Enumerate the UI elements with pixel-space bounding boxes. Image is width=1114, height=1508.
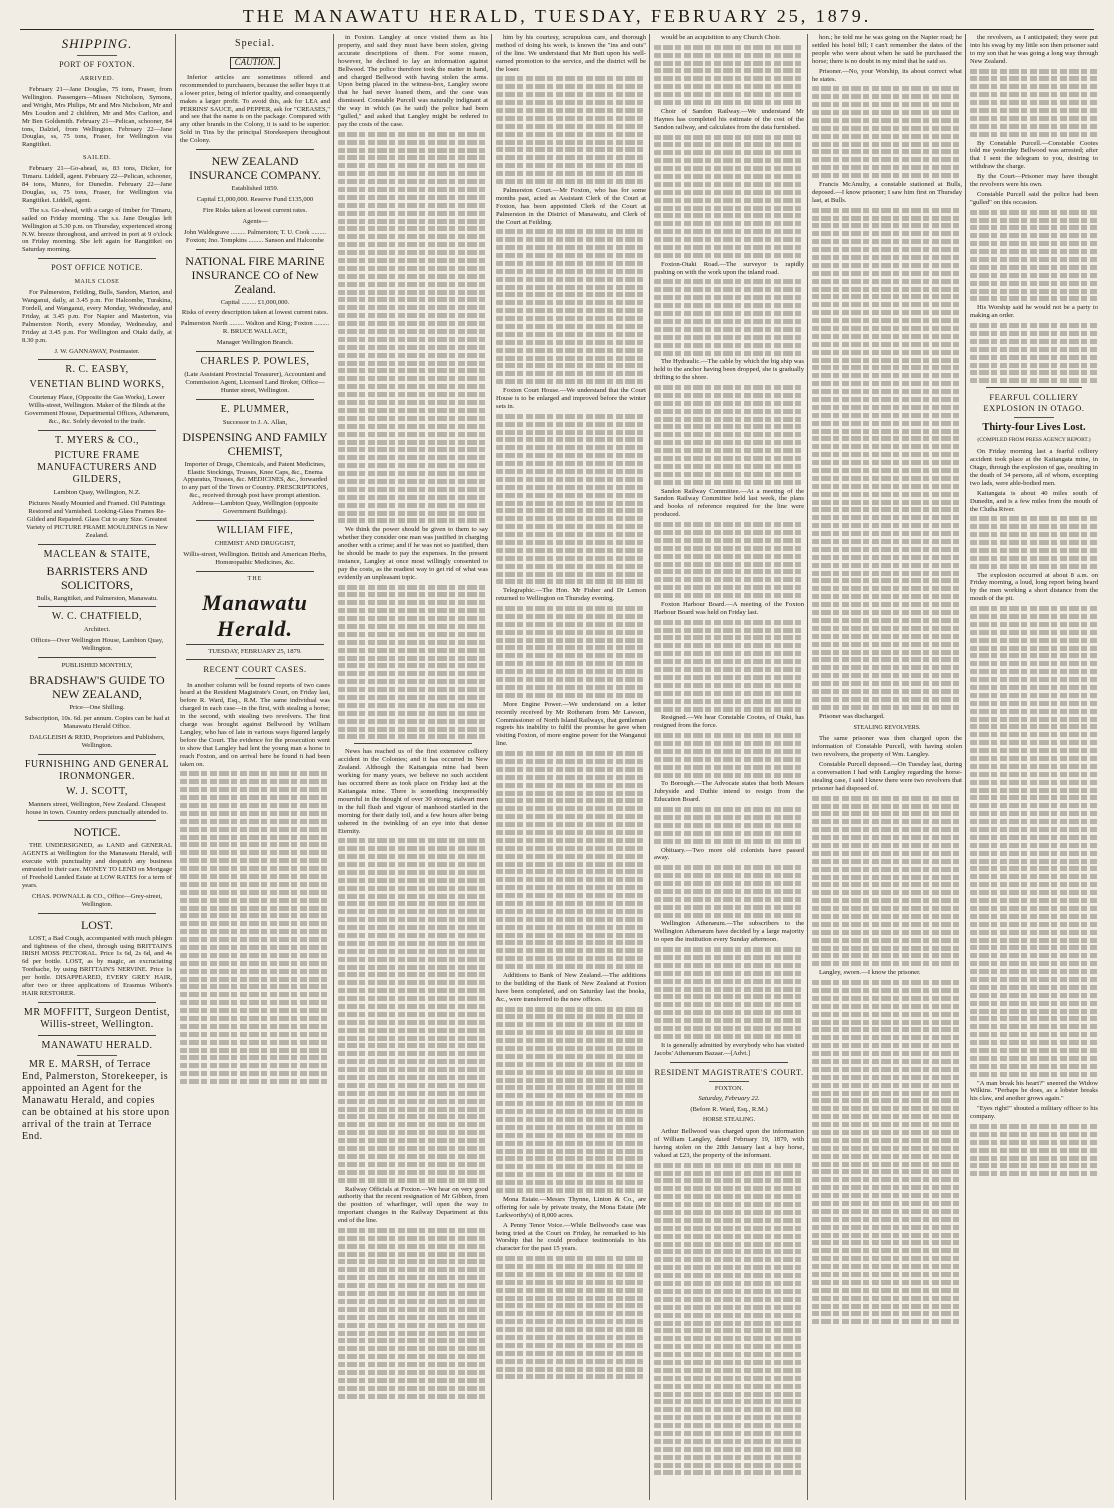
testimony-continued: hon.; he told me he was going on the Napier road; he settled his hotel bill; I can't remember the dates of the people who were about when he said he purchased the horse; there is no doubt in my mind that he said so. bbox=[812, 34, 962, 65]
constable-cootes: By Constable Purcell.—Constable Cootes told me yesterday Bellwood was arrested; after that I sent the telegram to you, desiring to withdraw the charge. bbox=[970, 139, 1098, 171]
more-engine-power: More Engine Power.—We understand on a letter recently received by Mr Rotheram from Mr Lawson, Commissioner of North Island Railways, that gentleman regrets his inability to fulfil the promise he gave when visiting Foxton, of more engine power for the Wanganui line. bbox=[496, 700, 646, 748]
maclean-text: Bulls, Rangitikei, and Palmerston, Manawatu. bbox=[36, 594, 158, 602]
purcell-deposition: Constable Purcell deposed.—On Tuesday last, during a conversation I had with Langley regarding the horse-stealing case, I said I knew there were two revolvers that prisoner had disposed of. bbox=[812, 761, 962, 792]
hydraulic: The Hydraulic.—The cable by which the big ship was held to the anchor having been dropped, she is gradually drifting to the shore. bbox=[654, 358, 804, 382]
rm-court-heading: RESIDENT MAGISTRATE'S COURT. bbox=[654, 1066, 804, 1077]
revolvers-charge: The same prisoner was then charged upon the information of Constable Purcell, with having stolen two revolvers, the property of Wm. Langley. bbox=[812, 735, 962, 759]
fife-name: WILLIAM FIFE, bbox=[216, 525, 294, 536]
fowles-name: CHARLES P. POWLES, bbox=[200, 356, 310, 368]
herald-heading: MANAWATU HERALD. bbox=[41, 1039, 153, 1051]
rm-court-before: (Before R. Ward, Esq., R.M.) bbox=[690, 1106, 768, 1114]
nfmi-agents: Palmerston North ......... Walton and King; Foxton ......... R. BRUCE WALLACE, bbox=[180, 320, 330, 336]
recent-court-text: In another column will be found reports of two cases heard at the Resident Magistrate's Court, on Friday last, before R. Ward, Esq., R.M. The same individual was charged in each case—in the first, with stealing a horse; in the second, with stealing two revolvers. The first charge was brought against Bellwood by William Langley, who has of late in various ways figured largely before the Court. The evidence for the prosecution went to show that Langley had lent the young man a horse to reach Foxton, and on arrival here he found it had been taken on. bbox=[180, 681, 330, 768]
nzic-capital: Capital £1,000,000. Reserve Fund £135,000 bbox=[196, 195, 314, 203]
column-2 bbox=[180, 34, 330, 1500]
explosion-report: On Friday morning last a fearful colliery accident took place at the Kaitangata mine, in Otago, through the explosion of gas, resulting in the death of 34 persons, all of whom, excepting two lads, were able-bodied men. bbox=[970, 448, 1098, 487]
nzic-title: NEW ZEALAND INSURANCE COMPANY. bbox=[188, 154, 322, 183]
horse-stealing-label: HORSE STEALING. bbox=[703, 1117, 755, 1124]
post-office-text: For Palmerston, Feilding, Bulls, Sandon, Marton, and Wanganui, daily, at 3.45 p.m. For Halcombe, Turakina, Fordell, and Wanganui, every Monday, Wednesday, and Friday, at 3.45 p.m. For Napier and Masterton, via Palmerston North, every Monday, Wednesday, and Friday at 3.45 p.m. For Wellington and Otaki daily, at 8.30 p.m. bbox=[22, 289, 172, 344]
lives-lost-heading: Thirty-four Lives Lost. bbox=[982, 422, 1086, 434]
sailed-label: SAILED. bbox=[82, 154, 112, 162]
bradshaw-price: Price—One Shilling. bbox=[69, 704, 125, 712]
column-3 bbox=[338, 34, 488, 1500]
stealing-revolvers-label: STEALING REVOLVERS. bbox=[853, 724, 921, 731]
column-divider bbox=[807, 34, 808, 1500]
colliery-explosion-heading: FEARFUL COLLIERY EXPLOSION IN OTAGO. bbox=[983, 392, 1085, 414]
paper-date: TUESDAY, FEBRUARY 25, 1879. bbox=[208, 647, 302, 655]
plummer-sub: Successor to J. A. Allan, bbox=[222, 418, 288, 426]
resigned: Resigned.—We hear Constable Cootes, of Otaki, has resigned from the force. bbox=[654, 714, 804, 730]
nfmi-title: NATIONAL FIRE MARINE INSURANCE CO of New Zealand. bbox=[185, 253, 325, 296]
palmerston-court: Palmerston Court.—Mr Foxton, who has for some months past, acted as Assistant Clerk of the Court at Foxton, has been appointed Clerk of the Court at Palmerston in the District of Manawatu, and Clerk of the Court at Feilding. bbox=[496, 186, 646, 226]
kaitangata-location: Kaitangata is about 40 miles south of Dunedin, and is a few miles from the mouth of the Clutha River. bbox=[970, 489, 1098, 513]
marsh-text: MR E. MARSH, of Terrace End, Palmerston, Storekeeper, is appointed an Agent for the Manawatu Herald, and copies can be obtained at his store upon arrival of the train at Terrace End. bbox=[22, 1058, 170, 1142]
plummer-name: E. PLUMMER, bbox=[220, 403, 290, 415]
bradshaw-text: Subscription, 10s. 6d. per annum. Copies can be had at Manawatu Herald Office. bbox=[24, 714, 170, 730]
colliery-news: News has reached us of the first extensive colliery accident in the Colonies; and it has occurred in New Zealand. Although the Kaitangata mine had been working for many years, we believe no such accident has occurred there as took place on Friday last at the Kaitangata mine. There is something inexpressibly mournful in the thought of over 30 strong, stalwart men in the full flush and vigour of manhood startled in the morning for their daily toil, and a few hours after being ushered in the twinkling of an eye into that dense Eternity. bbox=[338, 748, 488, 835]
maclean-name: MACLEAN & STAITE, bbox=[43, 548, 151, 560]
obituary: Obituary.—Two more old colonists have passed away. bbox=[654, 846, 804, 862]
nzic-established: Established 1859. bbox=[231, 185, 279, 193]
column-divider bbox=[649, 34, 650, 1500]
prisoner-discharged: Prisoner was discharged. bbox=[819, 712, 885, 720]
lost-heading: LOST. bbox=[80, 917, 114, 932]
shipping-heading: SHIPPING. bbox=[61, 36, 133, 51]
nfmi-text: Risks of every description taken at lowest current rates. bbox=[181, 309, 329, 317]
nzic-agents-label: Agents— bbox=[242, 217, 268, 225]
myers-name: T. MYERS & CO., bbox=[55, 435, 139, 447]
chatfield-text: Offices—Over Wellington House, Lambton Quay, Wellington. bbox=[30, 637, 164, 653]
caution-badge: CAUTION. bbox=[230, 57, 281, 69]
chatfield-title: Architect. bbox=[83, 626, 111, 634]
nzic-agents: John Waldegrave ......... Palmerston; T. U. Cook ......... Foxton; Jno. Tompkins ......... Sanson and Halcombe bbox=[183, 228, 327, 244]
masthead: THE MANAWATU HERALD, TUESDAY, FEBRUARY 25, 1879. bbox=[242, 6, 872, 26]
plummer-text: Importer of Drugs, Chemicals, and Patent Medicines, Elastic Stockings, Trusses, Knee Caps, &c., Enema Apparatus, Trusses, &c. MEDICINES, &c., forwarded to any part of the Town or Country. PRESCRIPTIONS, &c., received through post have prompt attention. Address—Lambton Quay, Wellington (opposite Government Buildings). bbox=[181, 460, 329, 516]
compiled-note: (COMPILED FROM PRESS AGENCY REPORT.) bbox=[977, 437, 1091, 444]
nfmi-capital: Capital ......... £1,000,000. bbox=[220, 298, 290, 306]
postmaster: J. W. GANNAWAY, Postmaster. bbox=[54, 347, 140, 355]
recent-court-continuation bbox=[180, 771, 330, 1084]
column-divider bbox=[965, 34, 966, 1500]
court-cases-conclusion: We think the power should be given to them to say whether they consider one man was justified in charging another with a crime; and if he was not so justified, then he should be made to pay the expenses. In the present instance, Langley at once most willingly consented to pay the costs, as the readiest way to get rid of what was evidently an unpleasant topic. bbox=[338, 526, 488, 581]
rm-court-date: Saturday, February 22. bbox=[698, 1095, 760, 1103]
bradshaw-title: BRADSHAW'S GUIDE TO NEW ZEALAND, bbox=[29, 673, 165, 702]
plummer-business: DISPENSING AND FAMILY CHEMIST, bbox=[182, 429, 328, 458]
fife-text: Willis-street, Wellington. British and American Herbs, Homœopathic Medicines, &c. bbox=[183, 550, 327, 566]
arrived-label: ARRIVED. bbox=[79, 75, 115, 82]
notice-text: THE UNDERSIGNED, as LAND and GENERAL AGENTS at Wellington for the Manawatu Herald, will execute with punctuality and despatch any business entrusted to their care. MONEY TO LEND on Mortgage of Freehold Landed Estate at LOW RATES for a term of years. bbox=[22, 842, 172, 889]
mona-estate: Mona Estate.—Messrs Thynne, Linton & Co., are offering for sale by private treaty, the Mona Estate (Mr Larkworthy's) of 8,000 acres. bbox=[496, 1195, 646, 1219]
explosion-details: The explosion occurred at about 8 a.m. on Friday morning, a loud, long report being heard by the men working a short distance from the mouth of the pit. bbox=[970, 571, 1098, 603]
foxton-otaki-road: Foxton-Otaki Road.—The surveyor is rapidly pushing on with the work upon the inland road. bbox=[654, 260, 804, 276]
dalgleish: DALGLEISH & REID, Proprietors and Publishers, Wellington. bbox=[29, 733, 165, 749]
chatfield-name: W. C. CHATFIELD, bbox=[51, 611, 143, 623]
penny-tenor: A Penny Tenor Voice.—While Bellwood's case was being tried at the Court on Friday, he remarked to his Worship that he could produce testimonials to his character for the past 15 years. bbox=[496, 1221, 646, 1253]
column-divider bbox=[175, 34, 176, 1500]
column-6 bbox=[812, 34, 962, 1500]
by-the-court: By the Court—Prisoner may have thought the revolvers were his own. bbox=[970, 173, 1098, 189]
rm-court-place: FOXTON. bbox=[714, 1084, 744, 1092]
scott-text: Manners street, Wellington, New Zealand. Cheapest house in town. Country orders punctually attended to. bbox=[26, 800, 168, 816]
column-4 bbox=[496, 34, 646, 1500]
railway-officials: Railway Officials at Foxton.—We hear on very good authority that the recent resignation of Mr Gibbon, from the position of wharfinger, will open the way to important changes in the Railway Department at this end of the line. bbox=[338, 1185, 488, 1225]
nzic-fire: Fire Risks taken at lowest current rates. bbox=[202, 206, 308, 214]
myers-text: Pictures Neatly Mounted and Framed. Oil Paintings Restored and Varnished. Looking-Glass Frames Re-Gilded and Repaired. Glass Cut to any Size. Greatest Variety of PICTURE FRAME MOULDINGS in New Zealand. bbox=[26, 500, 168, 539]
myers-address: Lambton Quay, Wellington, N.Z. bbox=[53, 489, 141, 497]
notice-heading: NOTICE. bbox=[73, 825, 121, 840]
bank-additions: Additions to Bank of New Zealand.—The additions to the building of the Bank of New Zealand at Foxton have been completed, and on Saturday last the books, &c., were transferred to the new offices. bbox=[496, 971, 646, 1003]
column-1 bbox=[22, 34, 172, 1500]
paper-the: THE bbox=[247, 575, 263, 582]
shipping-report: The s.s. Go-ahead, with a cargo of timber for Timaru, sailed on Friday morning. The s.s. Jane Douglas left Wellington at 5.30 p.m. on Thursday, experienced strong N.W. breeze throughout, and arrived in port at 9 o'clock on Friday morning. She left again for Rangitikei on Saturday morning. bbox=[22, 206, 172, 254]
worship-remarks: His Worship said he would not be a party to making an order. bbox=[970, 304, 1098, 320]
caution-text: Inferior articles are sometimes offered and recommended to purchasers, because the seller buys it at a lower price, being of inferior quality, and consequently makes a larger profit. To avoid this, ask for LEA and PERRINS' SAUCE, and PEPPER, ask for "CREASES," and see that the name is on the package. Compared with any other brands in the Colony, it is said to be superior. Sold in Tins by the principal Storekeepers throughout the Colony. bbox=[180, 73, 330, 145]
moffitt: MR MOFFITT, Surgeon Dentist, Willis-street, Wellington. bbox=[23, 1006, 171, 1030]
court-cases-continued: in Foxton. Langley at once visited them as his property, and said they must have been stolen, giving accurate descriptions of them. For some reason, however, he declined to lay an information against Bellwood. The police therefore took the matter in hand, and charged Bellwood with having stolen the arms. Upon being placed in the witness-box, Langley swore that he had never loaned them, and the case was dismissed. Constable Purcell was naturally indignant at the way in which (as he said) the police had been "gulled," and asked that Langley might be ordered to pay the costs of the case. bbox=[338, 34, 488, 128]
prisoner-statement: Prisoner.—No, your Worship, its about correct what he states. bbox=[812, 67, 962, 83]
harbour-board: Foxton Harbour Board.—A meeting of the Foxton Harbour Board was held on Friday last. bbox=[654, 601, 804, 616]
lost-text: LOST, a Bad Cough, accompanied with much phlegm and tightness of the chest, through using BRITTAIN'S IRISH MOSS PECTORAL. Price 1s 6d, 2s 6d, and 4s 6d per bottle. LOST, as by magic, an excruciating Toothache, by using BRITTAIN'S NERVINE. Price 1s per bottle. DISAPPEARED, EVERY GREY HAIR, after two or three applications of Erasmus Wilson's HAIR RESTORER. bbox=[22, 934, 172, 997]
foxton-court-house: Foxton Court House.—We understand that the Court House is to be enlarged and improved before the winter sets in. bbox=[496, 387, 646, 410]
widow-wilkins: "A man break his heart?" sneered the Widow Wilkins. "Perhaps he does, as a lobster breaks his claw, and another grows again." bbox=[970, 1079, 1098, 1103]
column-divider bbox=[333, 34, 334, 1500]
easby-name: R. C. EASBY, bbox=[65, 364, 129, 376]
paper-nameplate: Manawatu Herald. bbox=[202, 589, 308, 641]
column-divider bbox=[491, 34, 492, 1500]
special-heading: Special. bbox=[235, 38, 275, 49]
arrived-text: February 21—Jane Douglas, 75 tons, Fraser, from Wellington. Passengers—Misses Nicholson, Symons, and Wright, Mrs Philips, Mr and Mrs Nicholson, Mr and Mrs Loudon and 2 children, Mr and Mrs Carlton, and Mr Ben Goldsmith. February 21—Pelican, schooner, 84 tons, Dalziel, from Wellington. February 22—Jane Douglas, ss, 75 tons, Fraser, for Wellington via Rangitikei. bbox=[22, 86, 172, 149]
sandon-railway-estimate: Choir of Sandon Railway.—We understand Mr Haynes has completed his estimate of the cost of the Sandon railway, and calculates from the data furnished. bbox=[654, 107, 804, 131]
purcell-gulled: Constable Purcell said the police had been "gulled" on this occasion. bbox=[970, 190, 1098, 206]
horse-stealing-text: Arthur Bellwood was charged upon the information of William Langley, dated February 19, 1879, with having stolen on the 28th January last a bay horse, valued at £23, the property of the informant. bbox=[654, 1128, 804, 1159]
maclean-business: BARRISTERS AND SOLICITORS, bbox=[46, 563, 148, 592]
langley-sworn: Langley, sworn.—I know the prisoner. bbox=[819, 969, 921, 977]
easby-business: VENETIAN BLIND WORKS, bbox=[29, 379, 165, 391]
masthead-rule bbox=[20, 29, 1094, 30]
column-5 bbox=[654, 34, 804, 1500]
telegraphic: Telegraphic.—The Hon. Mr Fisher and Dr Lemon returned to Wellington on Thursday evening. bbox=[496, 587, 646, 603]
post-office-heading: POST OFFICE NOTICE. bbox=[51, 263, 143, 273]
eyes-right: "Eyes right!" shouted a military officer to his company. bbox=[970, 1105, 1098, 1121]
furnishing-heading: FURNISHING AND GENERAL IRONMONGER. bbox=[24, 758, 170, 782]
wellington-athenaeum: Wellington Athenæum.—The subscribers to the Wellington Athenæum have decided by a large majority to open the institution every Sunday afternoon. bbox=[654, 920, 804, 944]
recent-court-heading: RECENT COURT CASES. bbox=[203, 663, 307, 674]
fife-business: CHEMIST AND DRUGGIST, bbox=[214, 540, 296, 547]
borough: To Borough.—The Advocate states that both Messrs Jubryside and Duthie intend to resign from the Education Board. bbox=[654, 780, 804, 804]
bazaar-advert: It is generally admitted by everybody who has visited Jacobs' Athenæum Bazaar.—[Advt.] bbox=[654, 1041, 804, 1057]
sailed-text: February 21—Go-ahead, ss, 83 tons, Dicker, for Timaru. Liddell, agent. February 22—Pelican, schooner, 84 tons, Munro, for Dunedin. February 22—Jane Douglas, ss, 75 tons, Fraser, for Wellington via Rangitikei. Liddell, agent. bbox=[22, 165, 172, 204]
bradshaw-published: PUBLISHED MONTHLY, bbox=[61, 662, 133, 670]
revolvers-continued: the revolvers, as I anticipated; they were put into his swag by my little son then prisoner said to my son that he was going a long way through New Zealand. bbox=[970, 34, 1098, 65]
mcanulty-deposition: Francis McAnulty, a constable stationed at Bulls, deposed.—I know prisoner; I saw him first on Thursday last, at Bulls. bbox=[812, 181, 962, 204]
scott-name: W. J. SCOTT, bbox=[66, 785, 128, 797]
sandon-railway-committee: Sandon Railway Committee.—At a meeting of the Sandon Railway Committee held last week, the plans and books of reference required for the line were produced. bbox=[654, 487, 804, 519]
choir-continued: would be an acquisition to any Church Choir. bbox=[661, 34, 781, 41]
butt-promotion: him by his courtesy, scrupulous care, and thorough method of doing his work, is known the "ins and outs" of the line. We understand that Mr Butt upon his well-earned promotion to the service, and the district will be the loser. bbox=[496, 34, 646, 73]
mails-close-label: MAILS CLOSE bbox=[74, 279, 120, 286]
pownall: CHAS. POWNALL & CO., Office—Grey-street, Wellington. bbox=[31, 892, 163, 908]
easby-text: Courtenay Place, (Opposite the Gas Works), Lower Willis-street, Wellington. Maker of the Blinds at the Government House, Departmental Offices, Athenæum, &c., &c. Solely devoted to the trade. bbox=[24, 394, 170, 426]
fowles-text: (Late Assistant Provincial Treasurer), Accountant and Commission Agent, Licensed Land Broker, Office—Hunter street, Wellington. bbox=[184, 371, 326, 394]
port-heading: PORT OF FOXTON. bbox=[59, 60, 135, 69]
nfmi-manager: Manager Wellington Branch. bbox=[216, 339, 294, 347]
column-7 bbox=[970, 34, 1098, 1500]
myers-business: PICTURE FRAME MANUFACTURERS AND GILDERS, bbox=[37, 450, 157, 486]
